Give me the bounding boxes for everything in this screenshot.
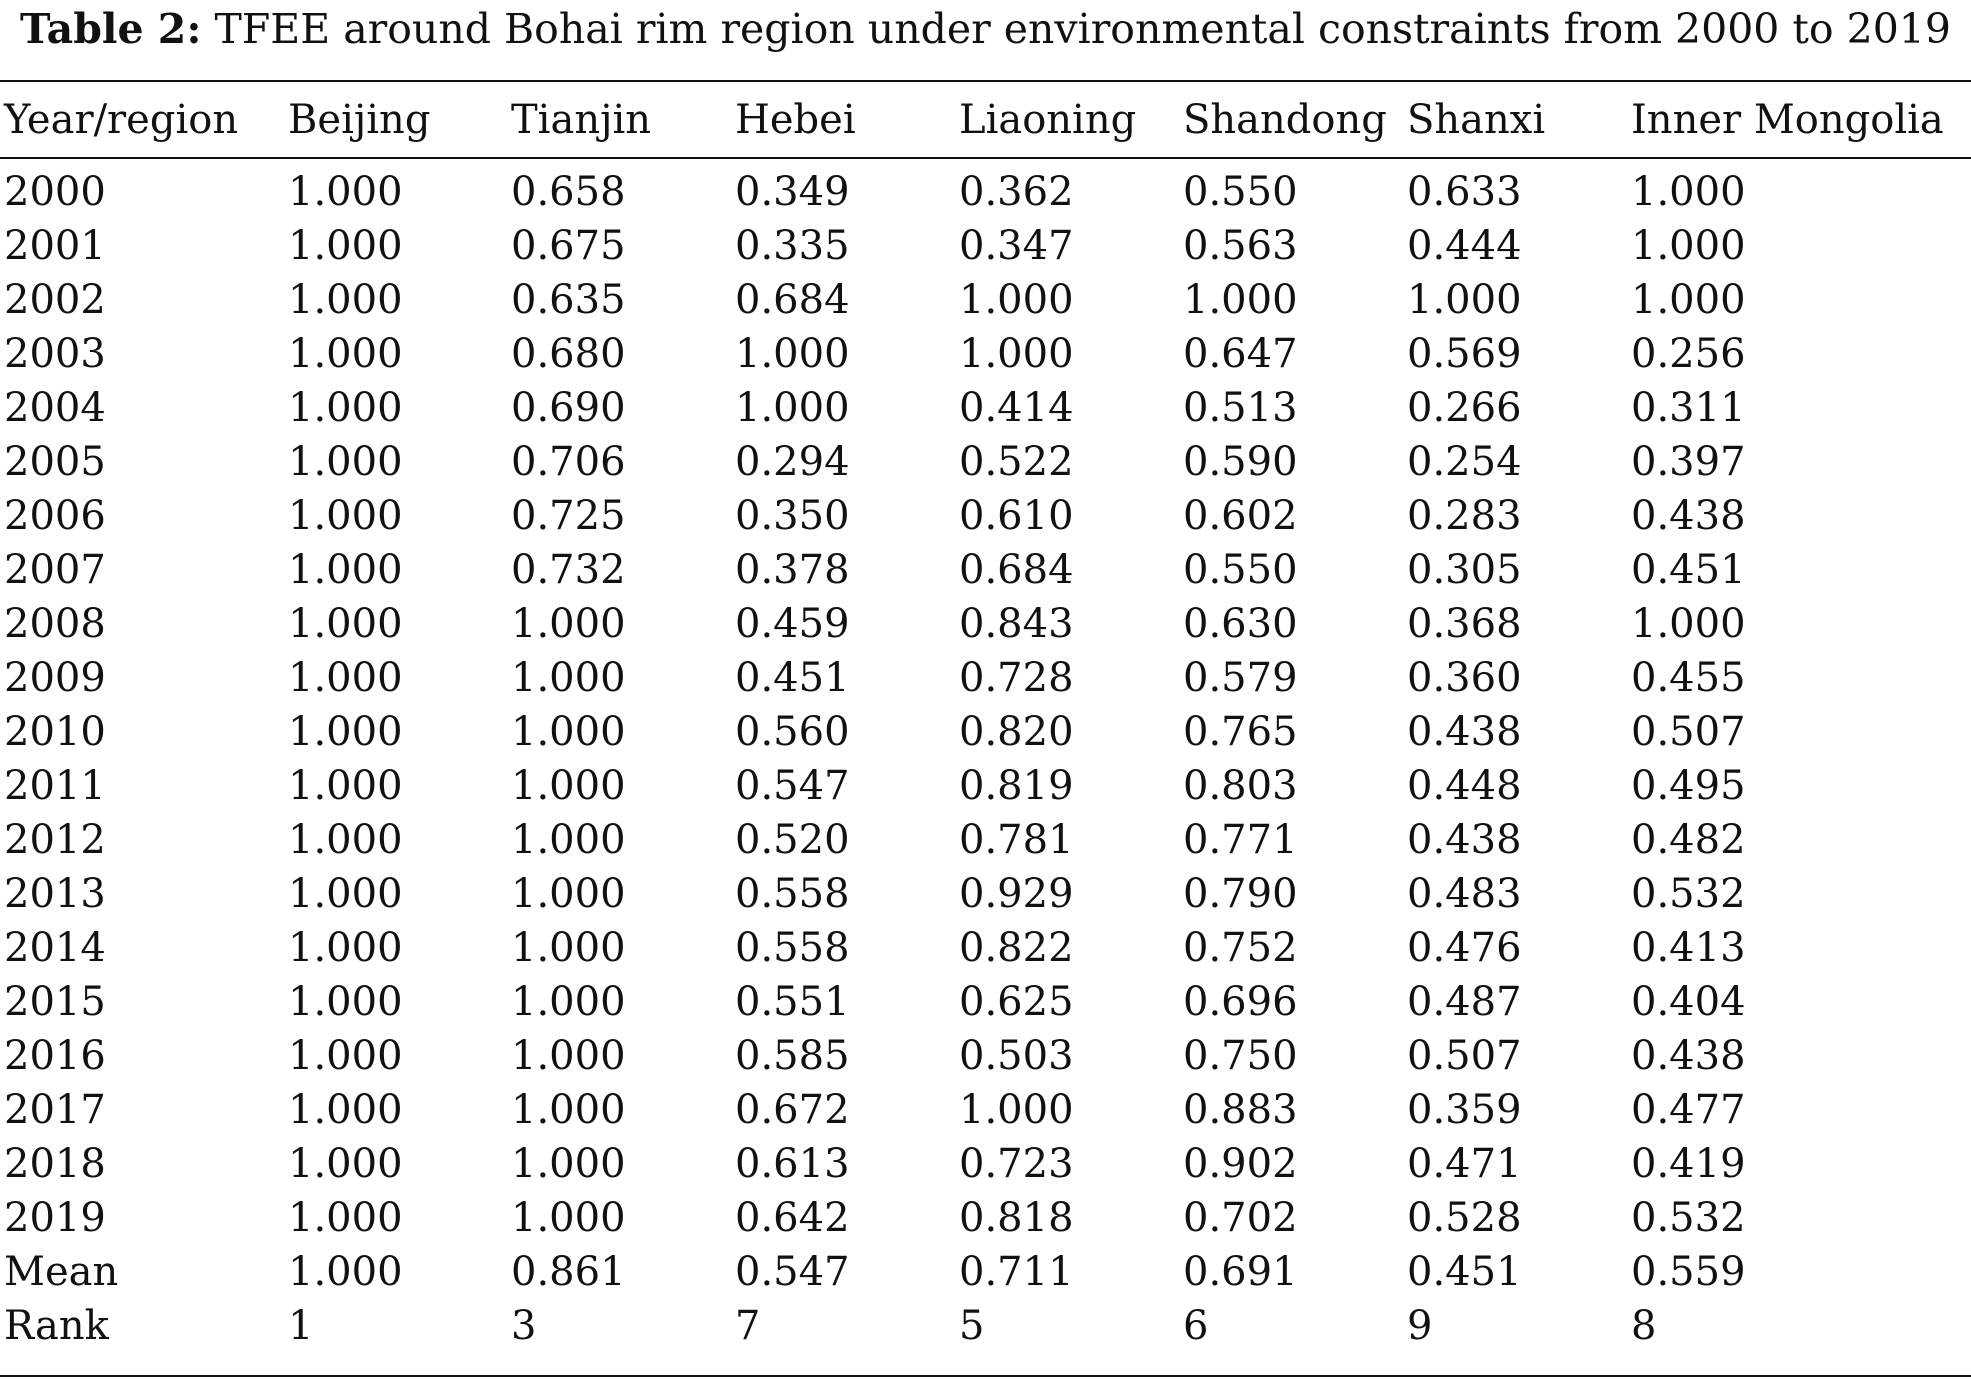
table-row <box>0 921 1971 975</box>
row-label: 2016 <box>4 1033 106 1079</box>
row-label: 2017 <box>4 1087 106 1133</box>
table-cell: 0.590 <box>1183 439 1298 485</box>
table-cell: 1.000 <box>288 1141 403 1187</box>
table-cell: 0.419 <box>1631 1141 1746 1187</box>
table-cell: 0.633 <box>1407 169 1522 215</box>
row-label: 2013 <box>4 871 106 917</box>
table-cell: 1.000 <box>959 1087 1074 1133</box>
table-cell: 0.560 <box>735 709 850 755</box>
table-cell: 0.602 <box>1183 493 1298 539</box>
table-cell: 1.000 <box>511 1087 626 1133</box>
table-header <box>0 82 1971 158</box>
table-cell: 0.675 <box>511 223 626 269</box>
table-cell: 0.378 <box>735 547 850 593</box>
table-row <box>0 165 1971 219</box>
table-cell: 1.000 <box>288 817 403 863</box>
table-cell: 1.000 <box>288 169 403 215</box>
efficiency-table <box>0 82 1971 1349</box>
row-label: 2000 <box>4 169 106 215</box>
table-cell: 0.311 <box>1631 385 1746 431</box>
table-cell: 1.000 <box>511 601 626 647</box>
table-cell: 1.000 <box>1407 277 1522 323</box>
table-cell: 0.559 <box>1631 1249 1746 1295</box>
table-cell: 1.000 <box>1631 223 1746 269</box>
table-cell: 0.350 <box>735 493 850 539</box>
table-row <box>0 219 1971 273</box>
table-cell: 0.613 <box>735 1141 850 1187</box>
table-cell: 0.254 <box>1407 439 1522 485</box>
table-cell: 0.547 <box>735 1249 850 1295</box>
table-cell: 0.723 <box>959 1141 1074 1187</box>
table-cell: 0.725 <box>511 493 626 539</box>
table-row <box>0 435 1971 489</box>
row-label: 2014 <box>4 925 106 971</box>
table-cell: 0.451 <box>735 655 850 701</box>
header-row <box>0 82 1971 158</box>
table-cell: 0.819 <box>959 763 1074 809</box>
table-cell: 1.000 <box>959 331 1074 377</box>
table-cell: 0.438 <box>1631 1033 1746 1079</box>
table-cell: 0.335 <box>735 223 850 269</box>
table-cell: 0.579 <box>1183 655 1298 701</box>
table-cell: 0.368 <box>1407 601 1522 647</box>
table-cell: 0.790 <box>1183 871 1298 917</box>
table-cell: 0.448 <box>1407 763 1522 809</box>
table-cell: 0.684 <box>735 277 850 323</box>
table-cell: 0.483 <box>1407 871 1522 917</box>
table-cell: 0.750 <box>1183 1033 1298 1079</box>
table-cell: 0.630 <box>1183 601 1298 647</box>
table-cell: 0.444 <box>1407 223 1522 269</box>
column-header: Hebei <box>735 97 856 143</box>
table-cell: 0.822 <box>959 925 1074 971</box>
table-cell: 0.266 <box>1407 385 1522 431</box>
table-row <box>0 1137 1971 1191</box>
table-cell: 5 <box>959 1303 985 1349</box>
table-cell: 1.000 <box>288 1249 403 1295</box>
table-cell: 0.438 <box>1407 709 1522 755</box>
table-row <box>0 651 1971 705</box>
table-cell: 7 <box>735 1303 761 1349</box>
table-cell: 1.000 <box>735 331 850 377</box>
bottom-rule <box>0 1375 1971 1377</box>
table-cell: 0.294 <box>735 439 850 485</box>
table-row <box>0 975 1971 1029</box>
table-cell: 0.520 <box>735 817 850 863</box>
table-cell: 1.000 <box>511 871 626 917</box>
table-cell: 0.507 <box>1407 1033 1522 1079</box>
table-cell: 0.902 <box>1183 1141 1298 1187</box>
column-header: Shanxi <box>1407 97 1546 143</box>
table-cell: 1.000 <box>288 439 403 485</box>
table-cell: 1.000 <box>288 331 403 377</box>
column-header: Year/region <box>4 97 239 143</box>
table-cell: 0.711 <box>959 1249 1074 1295</box>
table-cell: 0.305 <box>1407 547 1522 593</box>
table-cell: 0.362 <box>959 169 1074 215</box>
table-cell: 8 <box>1631 1303 1657 1349</box>
table-row <box>0 759 1971 813</box>
row-label: 2001 <box>4 223 106 269</box>
column-header: Inner Mongolia <box>1631 97 1944 143</box>
table-cell: 0.765 <box>1183 709 1298 755</box>
table-cell: 1.000 <box>288 277 403 323</box>
row-label: 2015 <box>4 979 106 1025</box>
table-cell: 1.000 <box>288 385 403 431</box>
table-cell: 1.000 <box>511 1141 626 1187</box>
table-cell: 3 <box>511 1303 537 1349</box>
row-label: 2019 <box>4 1195 106 1241</box>
table-cell: 0.861 <box>511 1249 626 1295</box>
table-cell: 0.522 <box>959 439 1074 485</box>
table-cell: 0.360 <box>1407 655 1522 701</box>
table-row <box>0 705 1971 759</box>
row-label: 2012 <box>4 817 106 863</box>
table-cell: 0.507 <box>1631 709 1746 755</box>
table-cell: 0.471 <box>1407 1141 1522 1187</box>
table-row <box>0 381 1971 435</box>
table-cell: 6 <box>1183 1303 1209 1349</box>
table-cell: 0.585 <box>735 1033 850 1079</box>
table-cell: 1.000 <box>511 763 626 809</box>
table-cell: 1.000 <box>288 547 403 593</box>
table-row <box>0 867 1971 921</box>
table-row <box>0 1245 1971 1299</box>
table-cell: 0.771 <box>1183 817 1298 863</box>
table-cell: 1.000 <box>288 925 403 971</box>
table-cell: 0.532 <box>1631 871 1746 917</box>
table-row <box>0 597 1971 651</box>
table-cell: 0.752 <box>1183 925 1298 971</box>
table-cell: 0.883 <box>1183 1087 1298 1133</box>
table-cell: 0.459 <box>735 601 850 647</box>
table-cell: 1.000 <box>288 1033 403 1079</box>
table-cell: 0.706 <box>511 439 626 485</box>
table-cell: 0.414 <box>959 385 1074 431</box>
table-cell: 1.000 <box>511 1033 626 1079</box>
table-row <box>0 543 1971 597</box>
table-row <box>0 1083 1971 1137</box>
table-cell: 0.547 <box>735 763 850 809</box>
table-cell: 1.000 <box>288 871 403 917</box>
row-label: 2003 <box>4 331 106 377</box>
table-cell: 0.451 <box>1631 547 1746 593</box>
caption-text: TFEE around Bohai rim region under environmental constraints from 2000 to 2019 <box>214 5 1951 53</box>
table-cell: 0.528 <box>1407 1195 1522 1241</box>
row-label: 2018 <box>4 1141 106 1187</box>
table-cell: 1.000 <box>288 763 403 809</box>
table-cell: 1.000 <box>1631 277 1746 323</box>
table-cell: 0.658 <box>511 169 626 215</box>
table-cell: 0.820 <box>959 709 1074 755</box>
table-cell: 0.803 <box>1183 763 1298 809</box>
table-cell: 0.684 <box>959 547 1074 593</box>
table-cell: 1.000 <box>288 1195 403 1241</box>
table-cell: 0.610 <box>959 493 1074 539</box>
table-cell: 0.690 <box>511 385 626 431</box>
table-cell: 0.495 <box>1631 763 1746 809</box>
table-cell: 1.000 <box>735 385 850 431</box>
table-cell: 1.000 <box>511 709 626 755</box>
table-cell: 0.558 <box>735 871 850 917</box>
table-cell: 0.728 <box>959 655 1074 701</box>
table-cell: 0.438 <box>1631 493 1746 539</box>
table-cell: 0.551 <box>735 979 850 1025</box>
column-header: Beijing <box>288 97 431 143</box>
table-cell: 1.000 <box>288 979 403 1025</box>
table-cell: 0.558 <box>735 925 850 971</box>
table-cell: 0.503 <box>959 1033 1074 1079</box>
table-cell: 0.413 <box>1631 925 1746 971</box>
table-row <box>0 327 1971 381</box>
table-cell: 0.487 <box>1407 979 1522 1025</box>
table-cell: 0.625 <box>959 979 1074 1025</box>
table-cell: 0.635 <box>511 277 626 323</box>
column-header: Liaoning <box>959 97 1137 143</box>
table-cell: 1 <box>288 1303 314 1349</box>
row-label: 2002 <box>4 277 106 323</box>
table-cell: 0.563 <box>1183 223 1298 269</box>
table-row <box>0 1191 1971 1245</box>
table-cell: 0.404 <box>1631 979 1746 1025</box>
table-cell: 1.000 <box>288 601 403 647</box>
table-cell: 0.397 <box>1631 439 1746 485</box>
table-row <box>0 489 1971 543</box>
table-cell: 0.672 <box>735 1087 850 1133</box>
table-cell: 0.532 <box>1631 1195 1746 1241</box>
table-cell: 9 <box>1407 1303 1433 1349</box>
table-cell: 1.000 <box>288 709 403 755</box>
table-row <box>0 1029 1971 1083</box>
table-cell: 1.000 <box>1631 601 1746 647</box>
table-row <box>0 273 1971 327</box>
table-cell: 0.550 <box>1183 169 1298 215</box>
table-cell: 0.451 <box>1407 1249 1522 1295</box>
table-cell: 0.569 <box>1407 331 1522 377</box>
row-label: 2008 <box>4 601 106 647</box>
column-header: Shandong <box>1183 97 1387 143</box>
table-cell: 1.000 <box>511 655 626 701</box>
table-cell: 0.438 <box>1407 817 1522 863</box>
row-label: 2011 <box>4 763 106 809</box>
table-cell: 0.513 <box>1183 385 1298 431</box>
table-cell: 0.647 <box>1183 331 1298 377</box>
table-cell: 0.929 <box>959 871 1074 917</box>
table-body <box>0 165 1971 1353</box>
table-caption <box>0 4 1971 54</box>
table-cell: 0.482 <box>1631 817 1746 863</box>
table-cell: 1.000 <box>959 277 1074 323</box>
row-label: 2010 <box>4 709 106 755</box>
row-label: 2005 <box>4 439 106 485</box>
table-cell: 1.000 <box>511 817 626 863</box>
table-cell: 0.818 <box>959 1195 1074 1241</box>
row-label: 2009 <box>4 655 106 701</box>
table-cell: 0.256 <box>1631 331 1746 377</box>
table-cell: 0.347 <box>959 223 1074 269</box>
table-row <box>0 813 1971 867</box>
table-cell: 1.000 <box>288 223 403 269</box>
table-cell: 0.283 <box>1407 493 1522 539</box>
table-cell: 1.000 <box>288 1087 403 1133</box>
table-cell: 0.732 <box>511 547 626 593</box>
table-cell: 1.000 <box>511 979 626 1025</box>
table-cell: 0.359 <box>1407 1087 1522 1133</box>
table-cell: 0.642 <box>735 1195 850 1241</box>
row-label: 2007 <box>4 547 106 593</box>
row-label: 2004 <box>4 385 106 431</box>
table-cell: 0.349 <box>735 169 850 215</box>
table-cell: 0.550 <box>1183 547 1298 593</box>
table-cell: 0.781 <box>959 817 1074 863</box>
row-label: Rank <box>4 1303 109 1349</box>
table-cell: 1.000 <box>288 655 403 701</box>
table-cell: 0.843 <box>959 601 1074 647</box>
table-cell: 1.000 <box>1183 277 1298 323</box>
table-cell: 1.000 <box>511 1195 626 1241</box>
table-cell: 0.680 <box>511 331 626 377</box>
table-cell: 0.455 <box>1631 655 1746 701</box>
table-cell: 0.477 <box>1631 1087 1746 1133</box>
table-cell: 1.000 <box>1631 169 1746 215</box>
table-cell: 1.000 <box>511 925 626 971</box>
table-row <box>0 1299 1971 1353</box>
table-cell: 1.000 <box>288 493 403 539</box>
table-cell: 0.691 <box>1183 1249 1298 1295</box>
column-header: Tianjin <box>511 97 652 143</box>
row-label: 2006 <box>4 493 106 539</box>
table-cell: 0.702 <box>1183 1195 1298 1241</box>
caption-label: Table 2: <box>20 5 202 53</box>
row-label: Mean <box>4 1249 119 1295</box>
table-cell: 0.696 <box>1183 979 1298 1025</box>
table-cell: 0.476 <box>1407 925 1522 971</box>
